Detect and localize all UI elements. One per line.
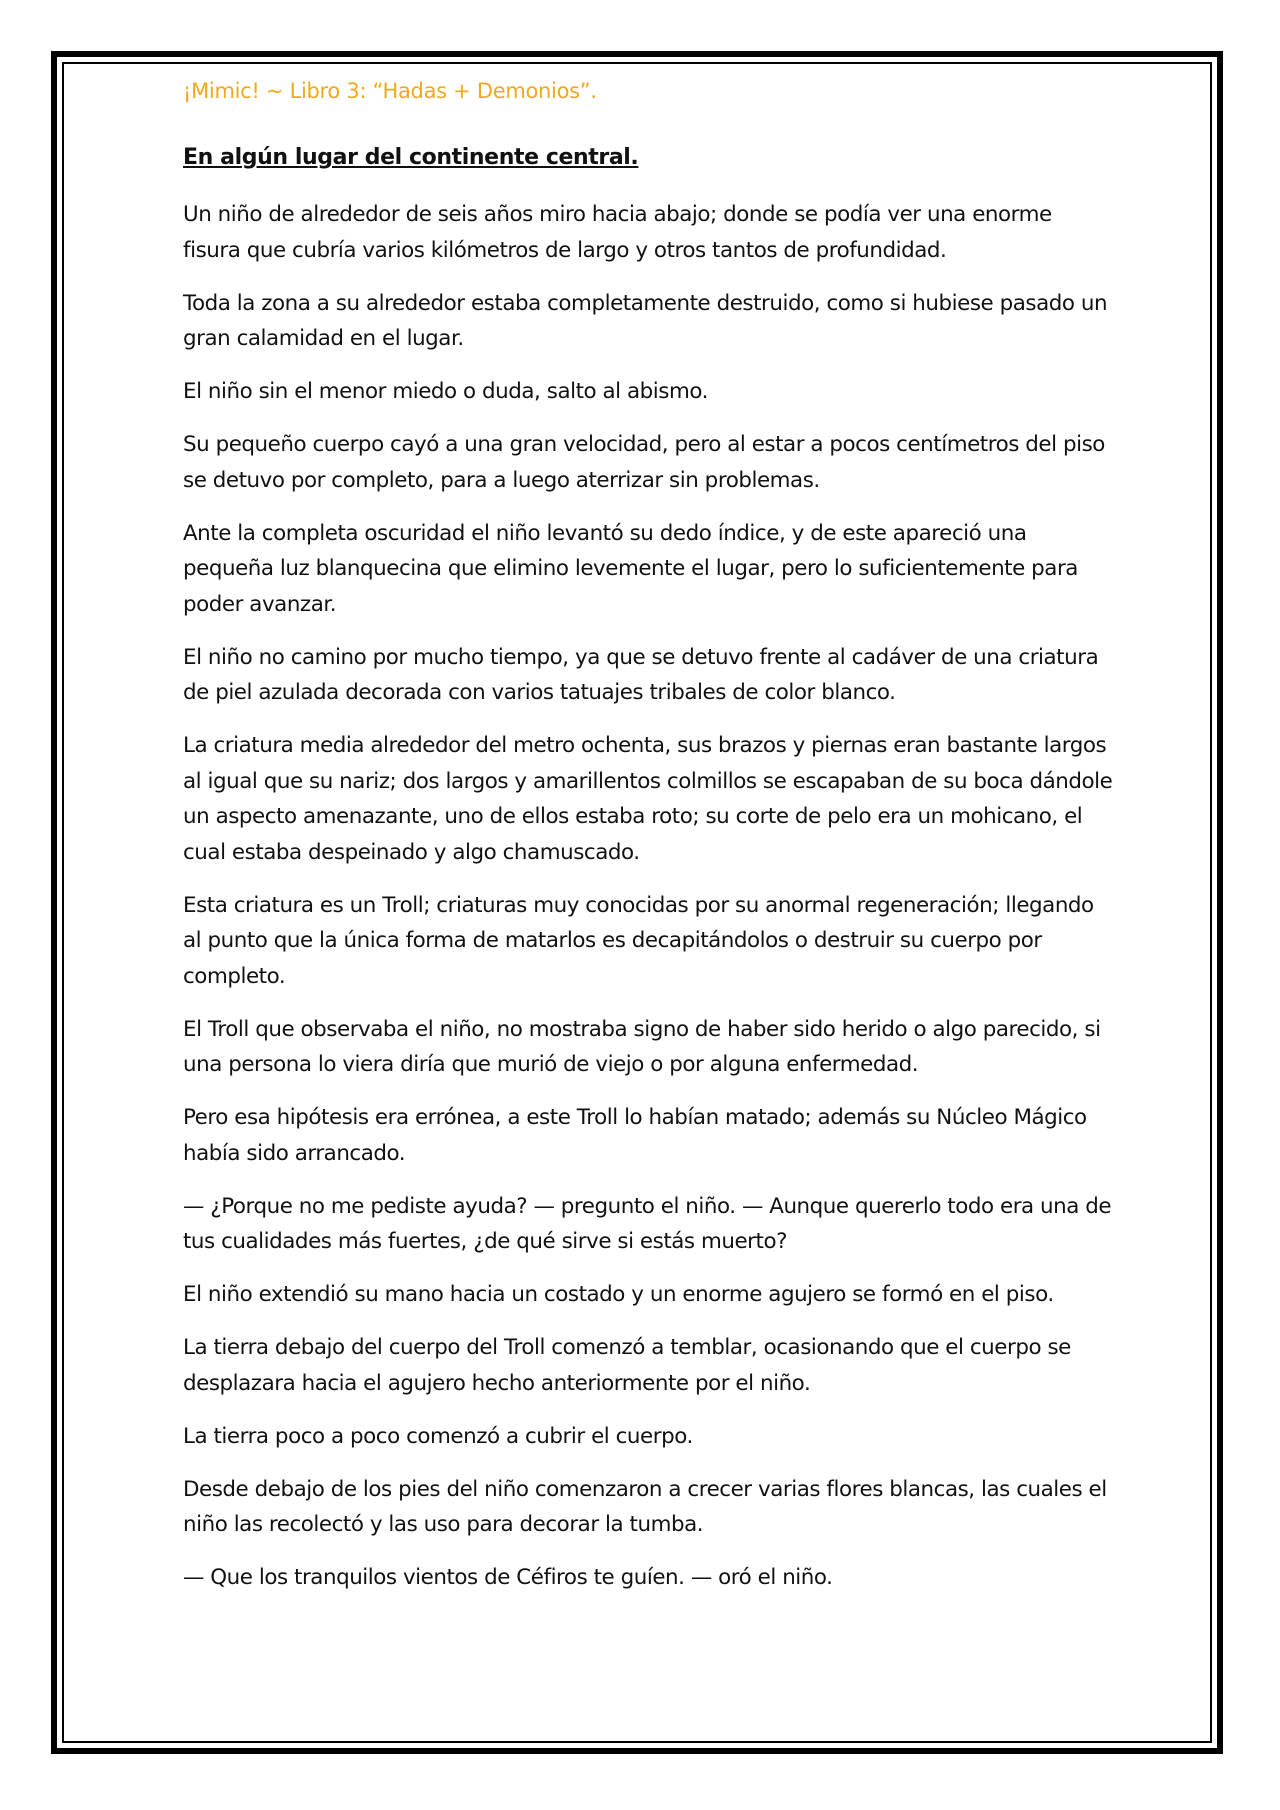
paragraph: El niño no camino por mucho tiempo, ya que se detuvo frente al cadáver de una criatura de piel azulada decorada con varios tatuajes tribales de color blanco. <box>183 644 1099 705</box>
page-content <box>183 74 1113 1613</box>
paragraph: La criatura media alrededor del metro ochenta, sus brazos y piernas eran bastante largos al igual que su nariz; dos largos y amarillentos colmillos se escapaban de su boca dándole un aspecto amenazante, uno de ellos estaba roto; su corte de pelo era un mohicano, el cual estaba despeinado y algo chamuscado. <box>183 733 1113 865</box>
section-title: En algún lugar del continente central. <box>183 145 639 170</box>
paragraph: El niño extendió su mano hacia un costado y un enorme agujero se formó en el piso. <box>183 1282 1054 1307</box>
paragraph: Toda la zona a su alrededor estaba completamente destruido, como si hubiese pasado un gran calamidad en el lugar. <box>183 290 1108 351</box>
paragraph: La tierra poco a poco comenzó a cubrir el cuerpo. <box>183 1423 693 1449</box>
paragraph: Un niño de alrededor de seis años miro hacia abajo; donde se podía ver una enorme fisura que cubría varios kilómetros de largo y otros tantos de profundidad. <box>183 202 1052 263</box>
paragraph: Esta criatura es un Troll; criaturas muy conocidas por su anormal regeneración; llegando al punto que la única forma de matarlos es decapitándolos o destruir su cuerpo por completo. <box>183 892 1094 989</box>
paragraph: La tierra debajo del cuerpo del Troll comenzó a temblar, ocasionando que el cuerpo se desplazara hacia el agujero hecho anteriormente por el niño. <box>183 1335 1071 1396</box>
series-header: ¡Mimic! ~ Libro 3: “Hadas + Demonios”. <box>183 79 597 103</box>
paragraph: Ante la completa oscuridad el niño levantó su dedo índice, y de este apareció una pequeña luz blanquecina que elimino levemente el lugar, pero lo suficientemente para poder avanzar. <box>183 520 1078 617</box>
dialogue-paragraph: — Que los tranquilos vientos de Céfiros te guíen. — oró el niño. <box>183 1565 833 1590</box>
dialogue-paragraph: — ¿Porque no me pediste ayuda? — pregunto el niño. — Aunque quererlo todo era una de tus cualidades más fuertes, ¿de qué sirve si estás muerto? <box>183 1193 1112 1254</box>
paragraph: El Troll que observaba el niño, no mostraba signo de haber sido herido o algo parecido, si una persona lo viera diría que murió de viejo o por alguna enfermedad. <box>183 1016 1101 1077</box>
paragraph: Desde debajo de los pies del niño comenzaron a crecer varias flores blancas, las cuales el niño las recolectó y las uso para decorar la tumba. <box>183 1476 1107 1537</box>
paragraph: Pero esa hipótesis era errónea, a este Troll lo habían matado; además su Núcleo Mágico había sido arrancado. <box>183 1105 1087 1166</box>
paragraph: Su pequeño cuerpo cayó a una gran velocidad, pero al estar a pocos centímetros del piso se detuvo por completo, para a luego aterrizar sin problemas. <box>183 432 1105 493</box>
paragraph: El niño sin el menor miedo o duda, salto al abismo. <box>183 379 708 404</box>
